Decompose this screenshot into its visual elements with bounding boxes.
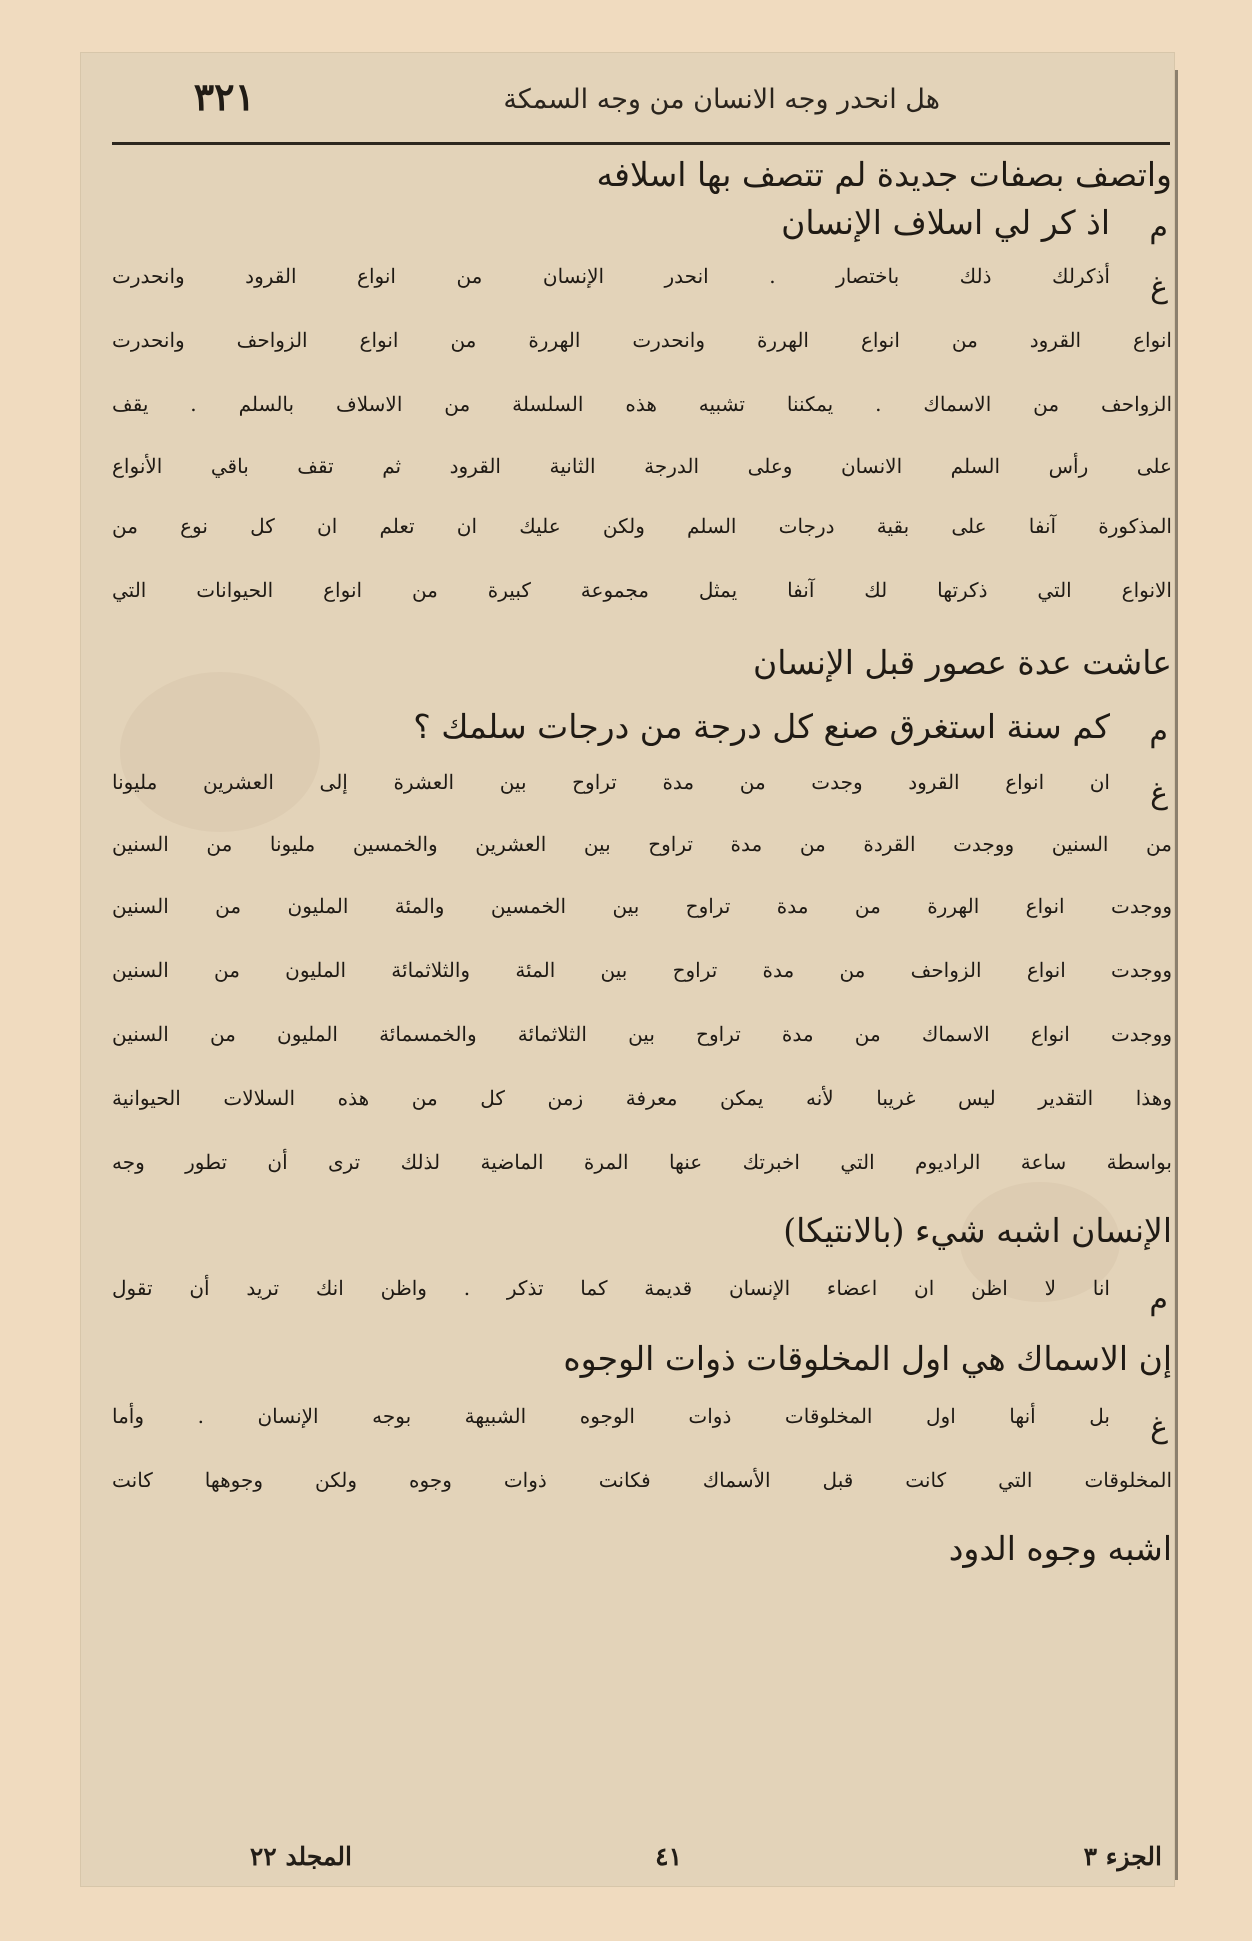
text-line: أذكرلك ذلك باختصار . انحدر الإنسان من انواع القرود وانحدرت [112,264,1110,288]
text-line: بواسطة ساعة الراديوم التي اخبرتك عنها المرة الماضية لذلك ترى أن تطور وجه [112,1150,1172,1174]
text-line: الإنسان اشبه شيء (بالانتيكا) [783,1211,1172,1250]
running-title: هل انحدر وجه الانسان من وجه السمكة [503,84,940,115]
text-line: اذ كر لي اسلاف الإنسان [781,203,1110,242]
page-gutter-shadow [1175,70,1178,1880]
volume-label: المجلد ٢٢ [249,1842,352,1871]
text-line: عاشت عدة عصور قبل الإنسان [753,643,1172,682]
text-line: ووجدت انواع الهررة من مدة تراوح بين الخمسين والمئة المليون من السنين [112,894,1172,918]
text-line: المخلوقات التي كانت قبل الأسماك فكانت ذوات وجوه ولكن وجوهها كانت [112,1468,1172,1492]
page-footer [112,1838,1172,1878]
text-line: ان انواع القرود وجدت من مدة تراوح بين العشرة إلى العشرين مليونا [112,770,1110,794]
text-line: كم سنة استغرق صنع كل درجة من درجات سلمك ؟ [413,707,1110,746]
text-line: انواع القرود من انواع الهررة وانحدرت الهررة من انواع الزواحف وانحدرت [112,328,1172,352]
speaker-marker: م [1149,210,1168,245]
text-line: الانواع التي ذكرتها لك آنفا يمثل مجموعة كبيرة من انواع الحيوانات التي [112,578,1172,602]
text-line: الزواحف من الاسماك . يمكننا تشبيه هذه السلسلة من الاسلاف بالسلم . يقف [112,392,1172,416]
text-line: بل أنها اول المخلوقات ذوات الوجوه الشبيهة بوجه الإنسان . وأما [112,1404,1110,1428]
paper-stain [120,672,320,832]
header-rule [112,142,1170,145]
text-line: وهذا التقدير ليس غريبا لأنه يمكن معرفة زمن كل من هذه السلالات الحيوانية [112,1086,1172,1110]
text-line: على رأس السلم الانسان وعلى الدرجة الثانية القرود ثم تقف باقي الأنواع [112,454,1172,478]
text-line: اشبه وجوه الدود [948,1529,1172,1568]
speaker-marker: غ [1150,270,1168,305]
part-label: الجزء ٣ [1083,1842,1162,1871]
speaker-marker: غ [1150,776,1168,811]
text-line: واتصف بصفات جديدة لم تتصف بها اسلافه [596,155,1172,194]
speaker-marker: م [1149,714,1168,749]
text-line: المذكورة آنفا على بقية درجات السلم ولكن عليك ان تعلم ان كل نوع من [112,514,1172,538]
text-line: انا لا اظن ان اعضاء الإنسان قديمة كما تذكر . واظن انك تريد أن تقول [112,1276,1110,1300]
text-line: إن الاسماك هي اول المخلوقات ذوات الوجوه [563,1339,1172,1378]
page-header [110,66,1170,134]
sheet-number: ٤١ [655,1842,682,1871]
speaker-marker: غ [1150,1410,1168,1445]
speaker-marker: م [1149,1282,1168,1317]
text-line: ووجدت انواع الزواحف من مدة تراوح بين المئة والثلاثمائة المليون من السنين [112,958,1172,982]
text-line: ووجدت انواع الاسماك من مدة تراوح بين الثلاثمائة والخمسمائة المليون من السنين [112,1022,1172,1046]
page-number: ٣٢١ [193,74,255,119]
text-line: من السنين ووجدت القردة من مدة تراوح بين العشرين والخمسين مليونا من السنين [112,832,1172,856]
